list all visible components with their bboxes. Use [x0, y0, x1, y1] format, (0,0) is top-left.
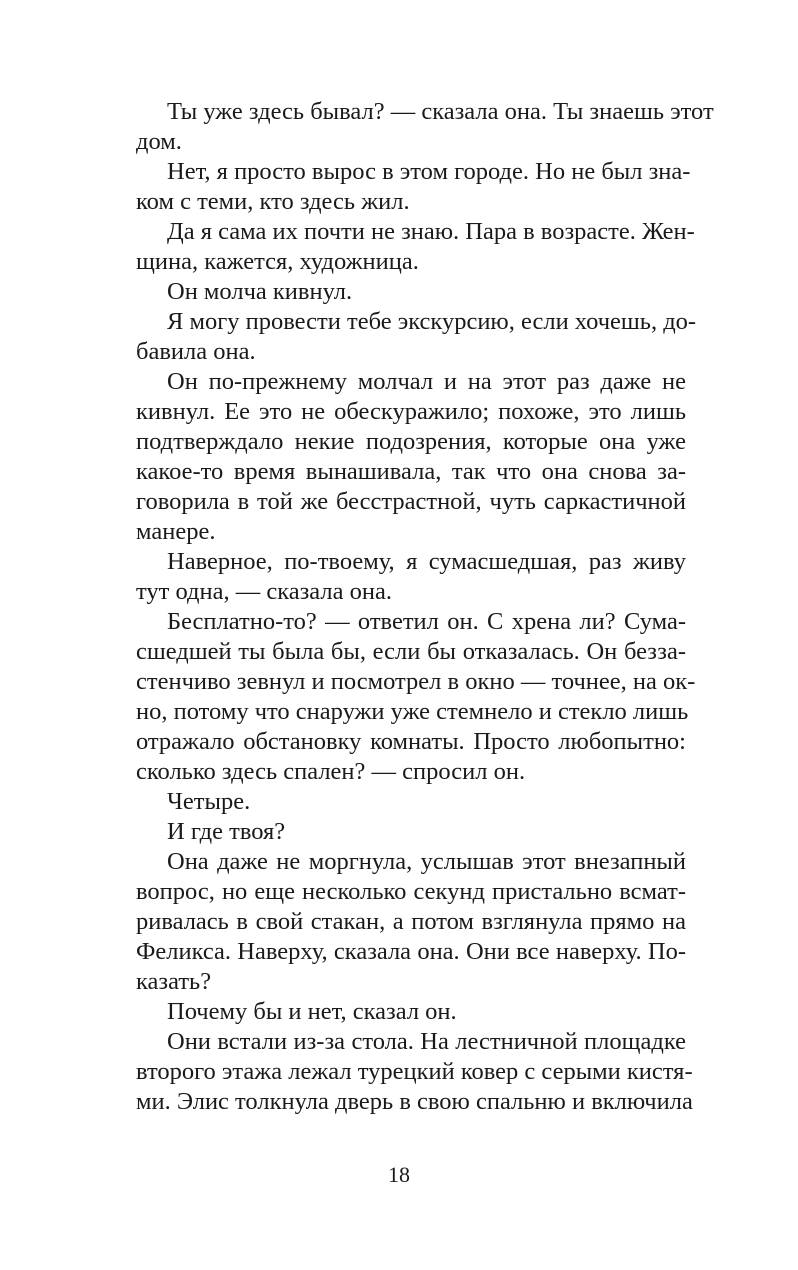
text-line: ривалась в свой стакан, а потом взглянула прямо на	[136, 908, 686, 935]
text-line: Они встали из-за стола. На лестничной площадке	[167, 1028, 686, 1055]
text-line: какое-то время вынашивала, так что она снова за-	[136, 458, 686, 485]
text-line: Четыре.	[167, 788, 251, 815]
text-line: Бесплатно-то? — ответил он. С хрена ли? Сума-	[167, 608, 686, 635]
text-line: ком с теми, кто здесь жил.	[136, 188, 410, 215]
text-line: И где твоя?	[167, 818, 286, 845]
text-line: Да я сама их почти не знаю. Пара в возрасте. Жен-	[167, 218, 695, 245]
text-line: стенчиво зевнул и посмотрел в окно — точнее, на ок-	[136, 668, 696, 695]
text-line: Я могу провести тебе экскурсию, если хочешь, до-	[167, 308, 697, 335]
text-line: Она даже не моргнула, услышав этот внезапный	[167, 848, 686, 875]
text-line: бавила она.	[136, 338, 256, 365]
text-line: Он молча кивнул.	[167, 278, 353, 305]
text-line: ми. Элис толкнула дверь в свою спальню и включила	[136, 1088, 693, 1115]
page-number: 18	[388, 1162, 410, 1187]
text-line: но, потому что снаружи уже стемнело и стекло лишь	[136, 698, 689, 725]
text-line: второго этажа лежал турецкий ковер с серыми кистя-	[136, 1058, 693, 1085]
text-line: Ты уже здесь бывал? — сказала она. Ты знаешь этот	[167, 98, 714, 125]
text-line: Феликса. Наверху, сказала она. Они все наверху. По-	[136, 938, 686, 965]
text-line: тут одна, — сказала она.	[136, 578, 392, 605]
text-line: казать?	[136, 968, 212, 995]
text-line: дом.	[136, 128, 182, 155]
text-line: Он по-прежнему молчал и на этот раз даже не	[167, 368, 686, 395]
text-line: Наверное, по-твоему, я сумасшедшая, раз живу	[167, 548, 686, 575]
text-line: говорила в той же бесстрастной, чуть саркастичной	[136, 488, 686, 515]
text-line: сшедшей ты была бы, если бы отказалась. Он безза-	[136, 638, 686, 665]
text-line: сколько здесь спален? — спросил он.	[136, 758, 526, 785]
text-line: щина, кажется, художница.	[136, 248, 419, 275]
text-line: подтверждало некие подозрения, которые она уже	[136, 428, 686, 455]
body-text	[136, 97, 714, 1117]
text-line: Нет, я просто вырос в этом городе. Но не был зна-	[167, 158, 691, 185]
text-line: отражало обстановку комнаты. Просто любопытно:	[136, 728, 686, 755]
text-line: манере.	[136, 518, 216, 545]
text-line: вопрос, но еще несколько секунд пристально всмат-	[136, 878, 686, 905]
text-line: Почему бы и нет, сказал он.	[167, 998, 457, 1025]
text-line: кивнул. Ее это не обескуражило; похоже, это лишь	[136, 398, 686, 425]
